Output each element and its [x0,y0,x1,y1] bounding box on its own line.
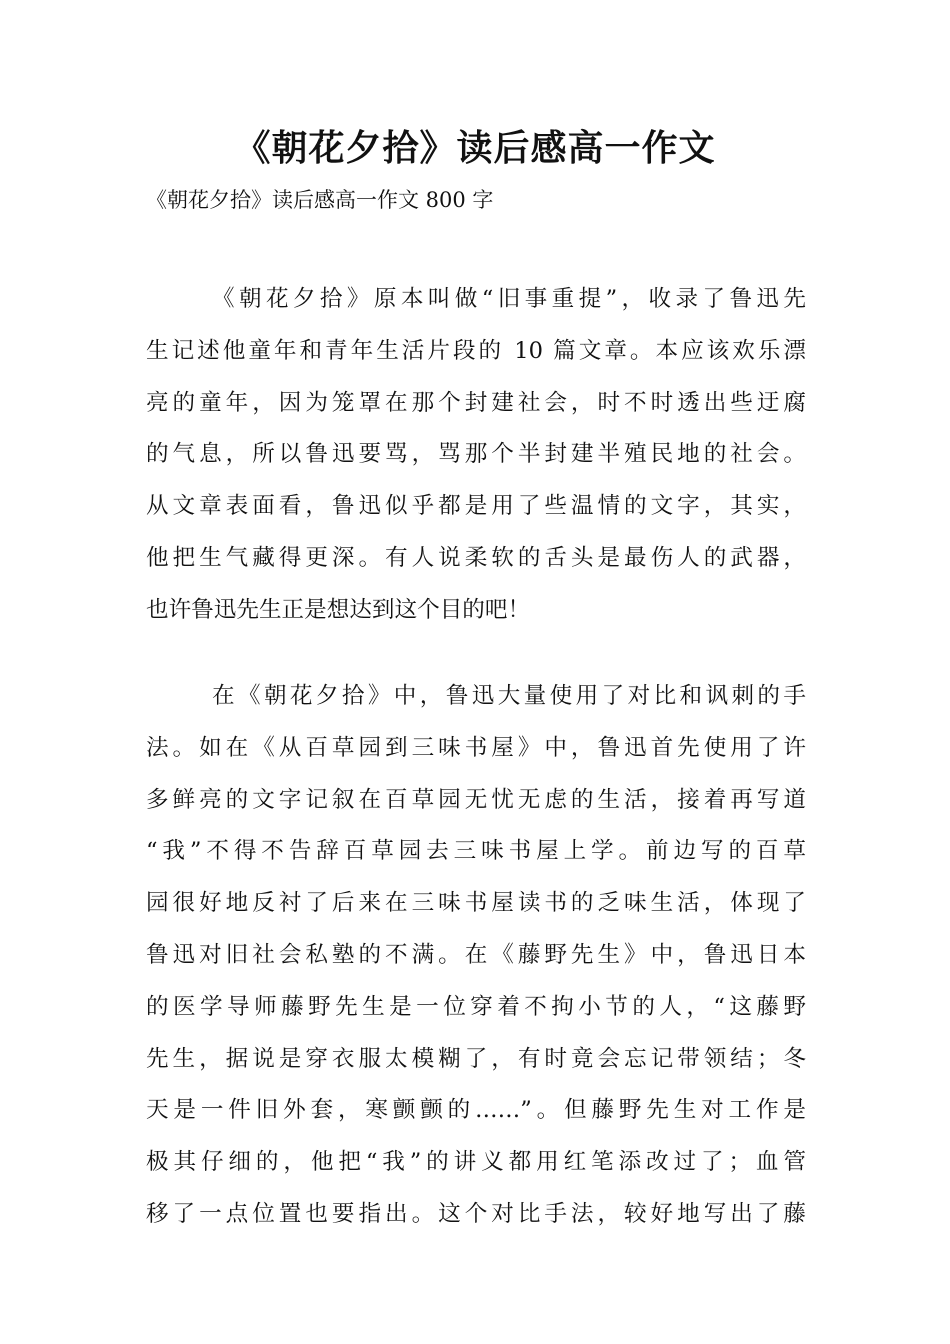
paragraph-line: 移了一点位置也要指出。这个对比手法，较好地写出了藤 [146,1200,806,1227]
document-subtitle: 《朝花夕拾》读后感高一作文 800 字 [146,188,494,212]
paragraph-line: 也许鲁迅先生正是想达到这个目的吧！ [146,596,531,623]
paragraph-line: “我”不得不告辞百草园去三味书屋上学。前边写的百草 [146,838,806,865]
paragraph-line: 鲁迅对旧社会私塾的不满。在《藤野先生》中，鲁迅日本 [146,941,806,968]
page-title: 《朝花夕拾》读后感高一作文 [234,128,716,169]
paragraph-line: 先生，据说是穿衣服太模糊了，有时竟会忘记带领结；冬 [146,1045,806,1072]
paragraph-2 [146,671,806,1241]
paragraph-line: 多鲜亮的文字记叙在百草园无忧无虑的生活，接着再写道 [146,786,806,813]
paragraph-line: 从文章表面看，鲁迅似乎都是用了些温情的文字，其实， [146,493,806,520]
paragraph-1 [146,274,806,637]
paragraph-line: 法。如在《从百草园到三味书屋》中，鲁迅首先使用了许 [146,734,806,761]
paragraph-line: 园很好地反衬了后来在三味书屋读书的乏味生活，体现了 [146,890,806,917]
paragraph-line: 生记述他童年和青年生活片段的 10 篇文章。本应该欢乐漂 [146,337,806,364]
paragraph-line: 他把生气藏得更深。有人说柔软的舌头是最伤人的武器， [146,544,806,571]
paragraph-line: 在《朝花夕拾》中，鲁迅大量使用了对比和讽刺的手 [212,683,806,709]
paragraph-line: 的气息，所以鲁迅要骂，骂那个半封建半殖民地的社会。 [146,441,806,468]
paragraph-line: 的医学导师藤野先生是一位穿着不拘小节的人，“这藤野 [146,993,806,1020]
paragraph-line: 《朝花夕拾》原本叫做“旧事重提”，收录了鲁迅先 [212,286,806,312]
paragraph-line: 极其仔细的，他把“我”的讲义都用红笔添改过了；血管 [146,1149,806,1176]
paragraph-line: 天是一件旧外套，寒颤颤的……”。但藤野先生对工作是 [146,1097,806,1124]
paragraph-line: 亮的童年，因为笼罩在那个封建社会，时不时透出些迂腐 [146,389,806,416]
